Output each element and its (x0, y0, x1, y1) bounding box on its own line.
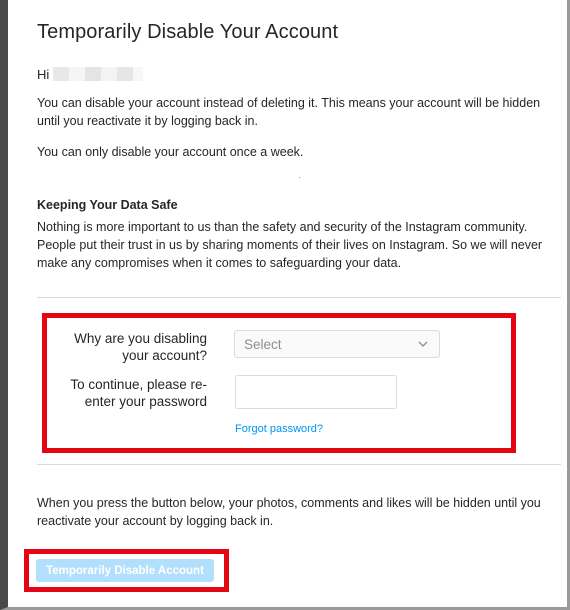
divider-top (37, 297, 561, 298)
password-label: To continue, please re-enter your password (70, 377, 207, 409)
password-input[interactable] (235, 375, 397, 409)
reason-label: Why are you disabling your account? (74, 331, 207, 363)
reason-select-value: Select (244, 336, 282, 352)
weekly-limit-text: You can only disable your account once a week. (37, 145, 304, 159)
temporarily-disable-account-button[interactable]: Temporarily Disable Account (36, 559, 214, 582)
stray-dot (299, 177, 300, 178)
greeting-text: Hi (37, 66, 50, 82)
forgot-password-link[interactable]: Forgot password? (235, 423, 324, 435)
reason-select[interactable] (234, 330, 440, 358)
greeting-row (37, 66, 143, 82)
hidden-content-notice: When you press the button below, your photos, comments and likes will be hidden until you reactivate your account by logging back in. (37, 496, 541, 528)
chevron-down-icon (416, 337, 430, 351)
data-safe-heading: Keeping Your Data Safe (37, 198, 178, 213)
page-title: Temporarily Disable Your Account (37, 21, 339, 44)
divider-bottom (37, 464, 561, 465)
redacted-username (53, 67, 143, 81)
data-safe-text: Nothing is more important to us than the safety and security of the Instagram community. People put their trust in us by sharing moments of their lives on Instagram. So we will never make any compromises when it comes to safeguarding your data. (37, 220, 543, 270)
disable-info-text: You can disable your account instead of deleting it. This means your account will be hidden until you reactivate it by logging back in. (37, 96, 541, 128)
